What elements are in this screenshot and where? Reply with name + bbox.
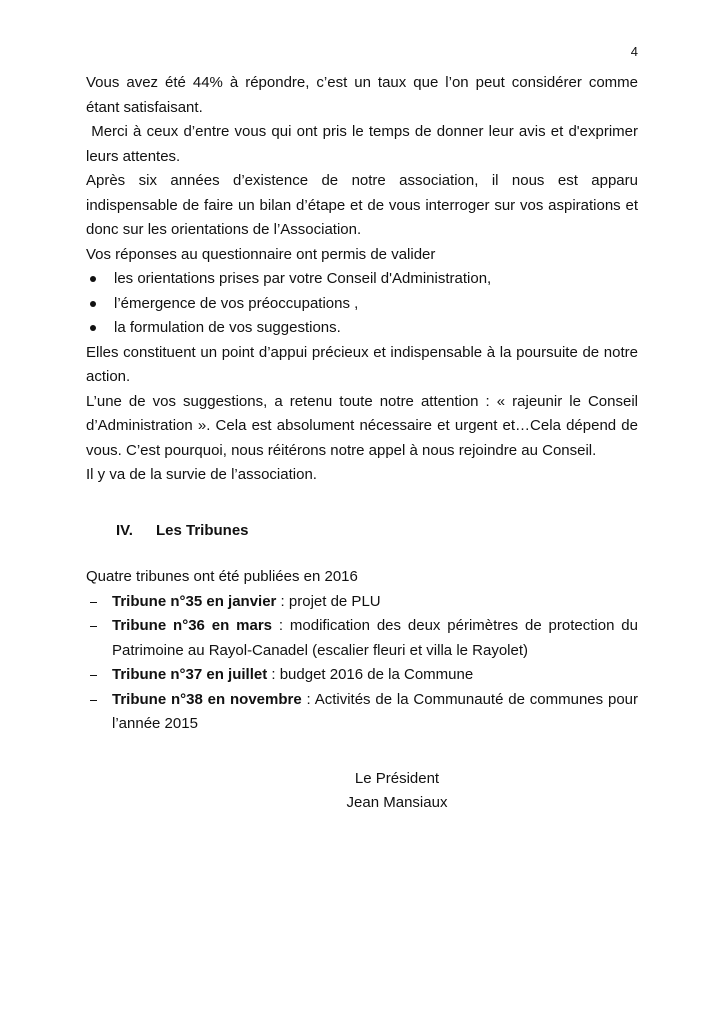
tribune-text: : Activités de la Communauté de communes pour l’année 2015 bbox=[112, 690, 638, 732]
bullet-item: l’émergence de vos préoccupations , bbox=[86, 292, 638, 317]
tribunes-list bbox=[86, 590, 638, 737]
tribune-label: Tribune n°37 en juillet bbox=[112, 666, 268, 683]
paragraph-validate-intro: Vos réponses au questionnaire ont permis de valider bbox=[86, 245, 436, 263]
bullet-list bbox=[86, 267, 638, 341]
bullet-item: la formulation de vos suggestions. bbox=[86, 316, 638, 341]
paragraph-thanks: Merci à ceux d’entre vous qui ont pris le temps de donner leur avis et d'exprimer leurs attentes. bbox=[86, 123, 643, 165]
tribune-item bbox=[86, 688, 638, 737]
tribune-text: : projet de PLU bbox=[276, 592, 381, 610]
tribune-text: : modification des deux périmètres de protection du Patrimoine au Rayol-Canadel (escalier fleuri et villa le Rayolet) bbox=[112, 617, 638, 659]
signature-role: Le Président bbox=[354, 769, 440, 787]
page-content bbox=[86, 71, 643, 816]
paragraph-support: Elles constituent un point d’appui précieux et indispensable à la poursuite de notre action. bbox=[86, 343, 638, 385]
tribune-label: Tribune n°38 en novembre bbox=[112, 690, 302, 708]
paragraph-response-rate: Vous avez été 44% à répondre, c’est un taux que l’on peut considérer comme étant satisfaisant. bbox=[86, 74, 638, 116]
section-number: IV. bbox=[116, 521, 133, 539]
paragraph-suggestion: L’une de vos suggestions, a retenu toute notre attention : « rajeunir le Conseil d’Administration ». Cela est absolument nécessaire et urgent et…Cela dépend de vous. C’est pourquoi, nous réitérons notre appel à nous rejoindre au Conseil. bbox=[86, 392, 638, 459]
section-title: Les Tribunes bbox=[156, 521, 249, 539]
signature-block bbox=[86, 767, 638, 816]
tribunes-intro: Quatre tribunes ont été publiées en 2016 bbox=[86, 568, 358, 585]
signature-name: Jean Mansiaux bbox=[346, 794, 448, 811]
paragraph-six-years: Après six années d’existence de notre association, il nous est apparu indispensable de faire un bilan d’étape et de vous interroger sur vos aspirations et donc sur les orientations de l’Association. bbox=[86, 172, 638, 238]
section-heading bbox=[86, 519, 638, 544]
tribune-label: Tribune n°35 en janvier bbox=[112, 592, 277, 610]
tribune-item bbox=[86, 614, 638, 663]
tribune-text: : budget 2016 de la Commune bbox=[267, 666, 474, 683]
page-number: 4 bbox=[630, 44, 638, 59]
tribune-item bbox=[86, 590, 638, 615]
tribune-item bbox=[86, 663, 638, 688]
tribune-label: Tribune n°36 en mars bbox=[112, 617, 272, 634]
paragraph-survival: Il y va de la survie de l’association. bbox=[86, 466, 317, 483]
bullet-item: les orientations prises par votre Conseil d'Administration, bbox=[86, 267, 638, 292]
